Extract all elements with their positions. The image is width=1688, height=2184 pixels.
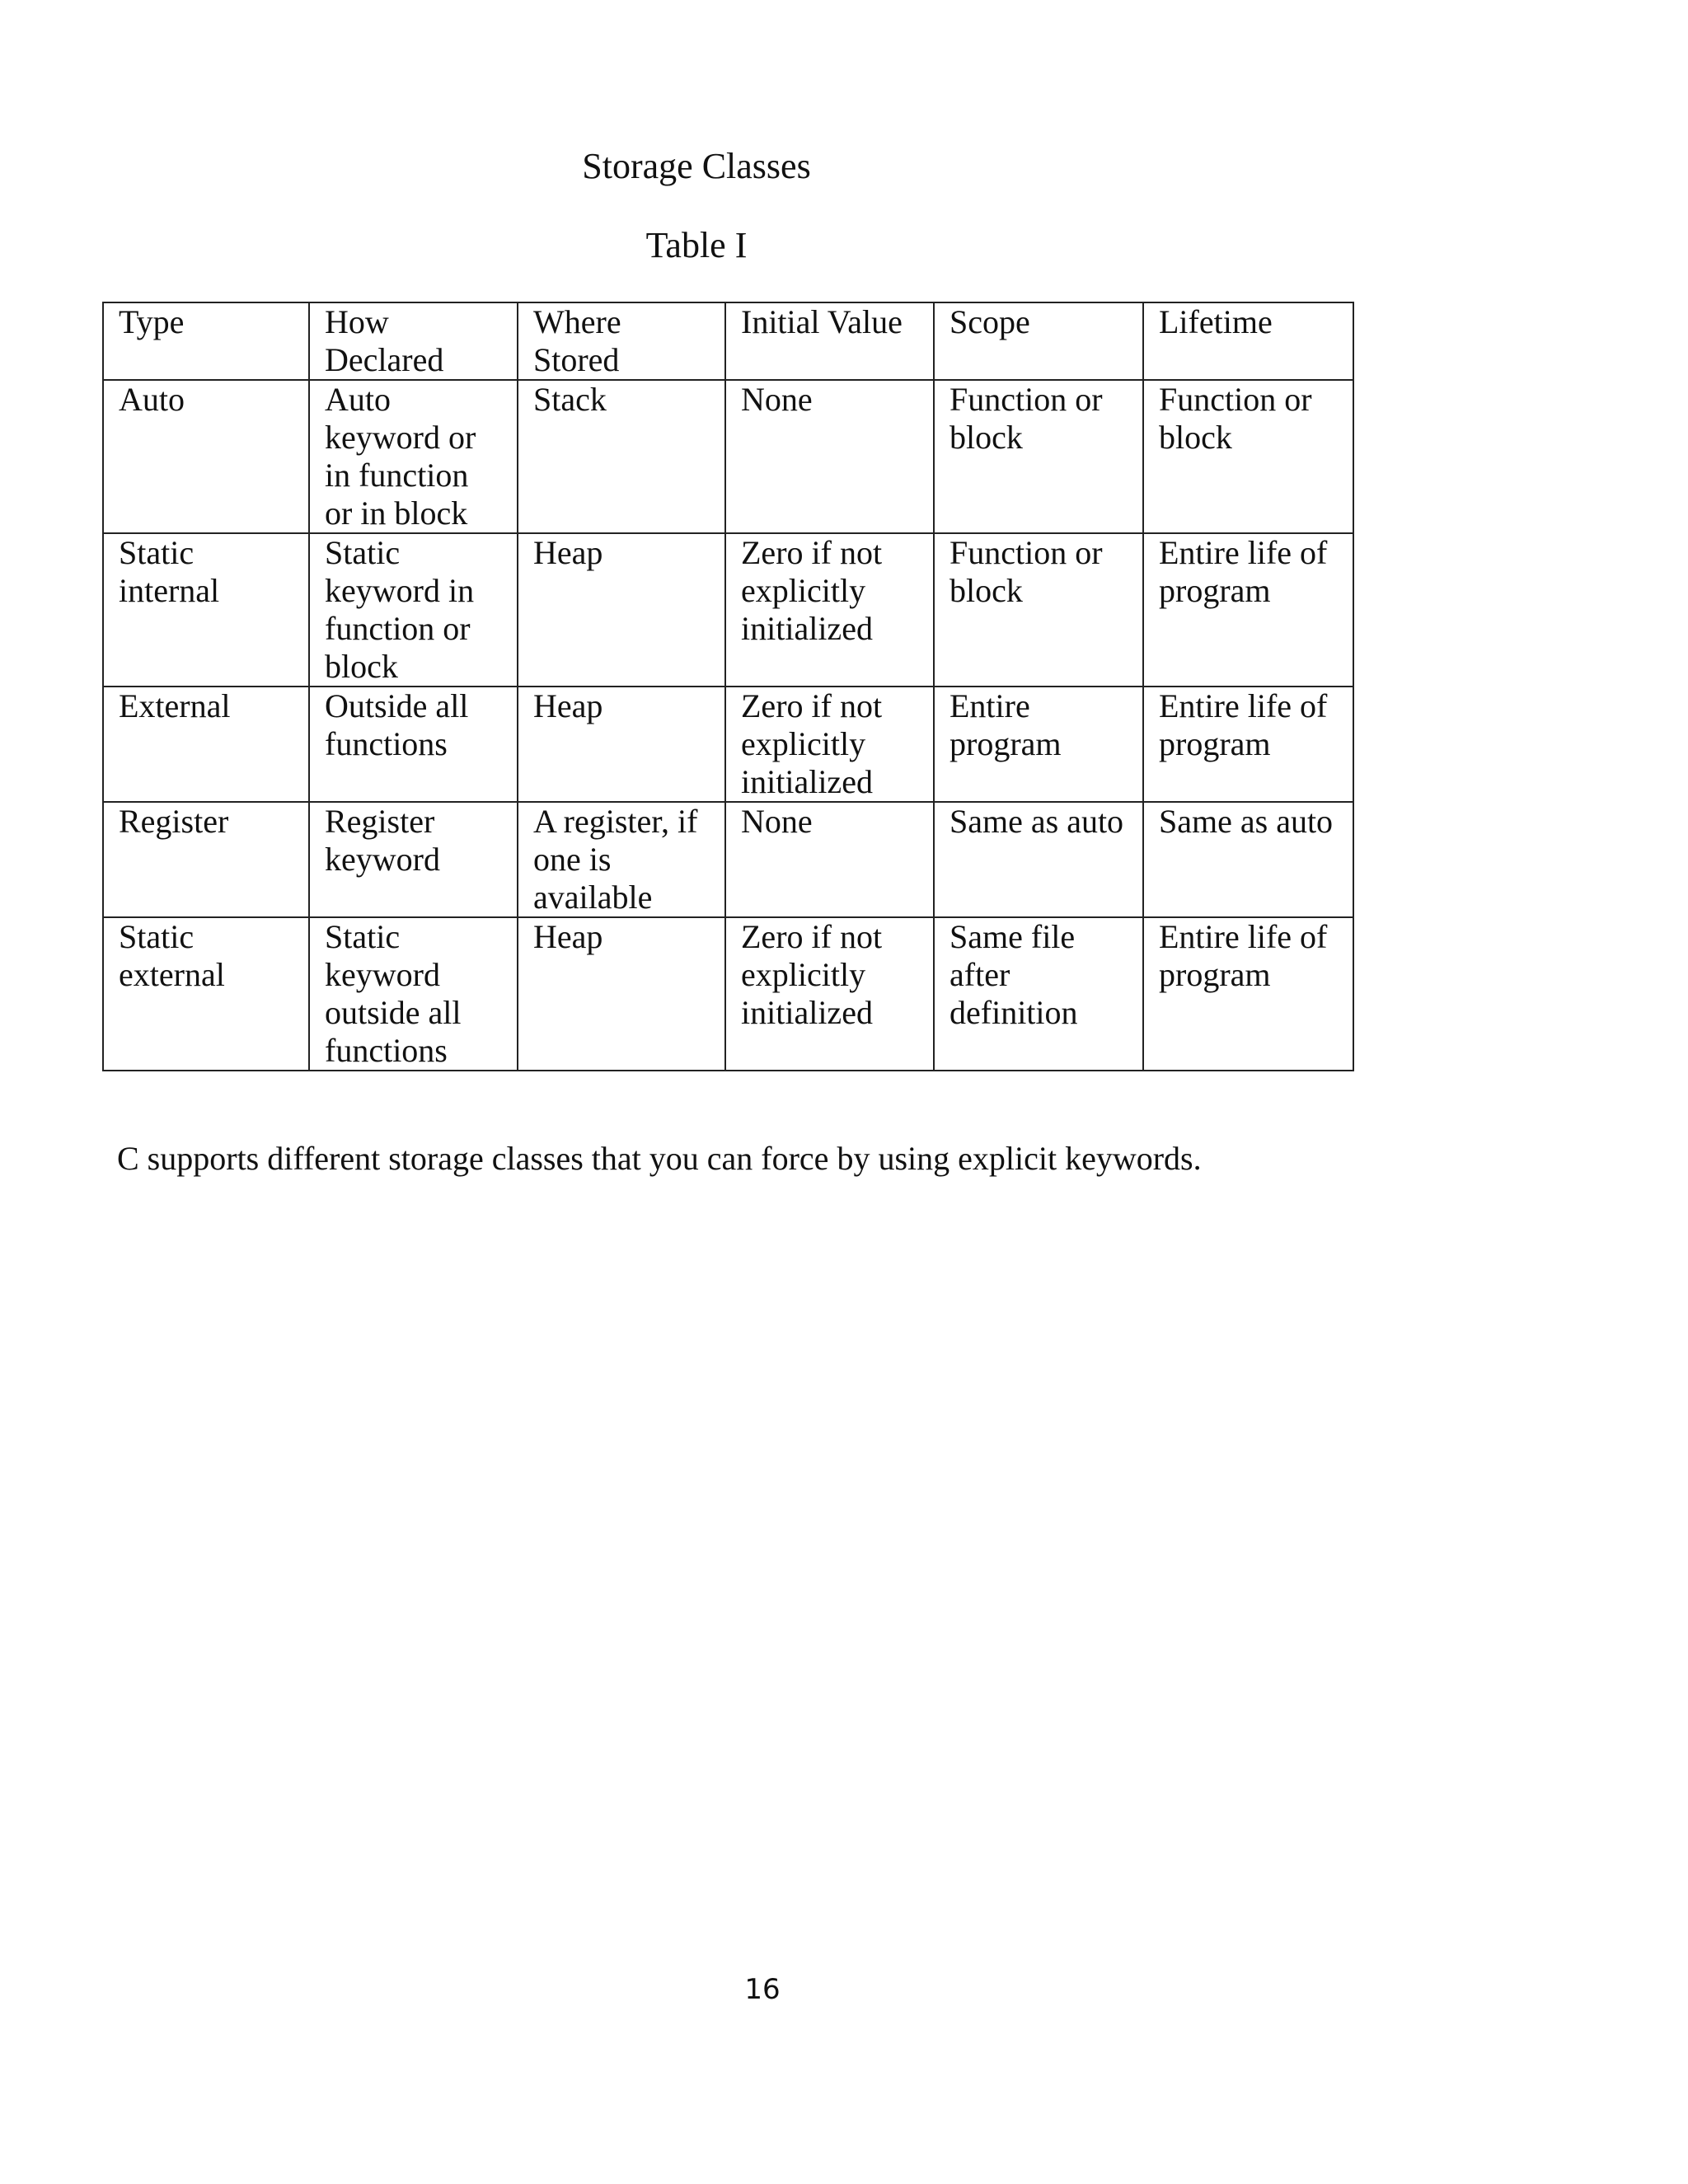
body-paragraph: C supports different storage classes that you can force by using explicit keywords.	[117, 1140, 1202, 1177]
table-cell: Heap	[518, 533, 725, 687]
table-cell: Auto	[103, 380, 309, 533]
table-cell: Register	[103, 802, 309, 917]
table-row	[103, 533, 1353, 687]
table-cell: Register keyword	[309, 802, 518, 917]
table-cell: Function or block	[934, 533, 1143, 687]
table-cell: Static keyword outside all functions	[309, 917, 518, 1071]
table-cell: A register, if one is available	[518, 802, 725, 917]
table-row	[103, 380, 1353, 533]
table-row	[103, 802, 1353, 917]
table-cell: Static internal	[103, 533, 309, 687]
table-header-row	[103, 302, 1353, 380]
header-cell: Lifetime	[1143, 302, 1353, 380]
table-cell: Heap	[518, 687, 725, 802]
table-cell: Zero if not explicitly initialized	[725, 687, 934, 802]
page-title: Storage Classes	[582, 146, 811, 186]
table-cell: Zero if not explicitly initialized	[725, 917, 934, 1071]
table-cell: External	[103, 687, 309, 802]
table-cell: Entire life of program	[1143, 687, 1353, 802]
header-cell: Where Stored	[518, 302, 725, 380]
table-cell: Function or block	[934, 380, 1143, 533]
page-number: 16	[744, 1973, 781, 2006]
table-row	[103, 687, 1353, 802]
header-cell: Initial Value	[725, 302, 934, 380]
table-cell: Same file after definition	[934, 917, 1143, 1071]
table-cell: Auto keyword or in function or in block	[309, 380, 518, 533]
table-cell: Zero if not explicitly initialized	[725, 533, 934, 687]
header-cell: How Declared	[309, 302, 518, 380]
table-cell: Same as auto	[934, 802, 1143, 917]
table-cell: Static keyword in function or block	[309, 533, 518, 687]
table-cell: Entire life of program	[1143, 917, 1353, 1071]
table-cell: Stack	[518, 380, 725, 533]
table-cell: None	[725, 380, 934, 533]
header-cell: Type	[103, 302, 309, 380]
header-cell: Scope	[934, 302, 1143, 380]
table-cell: Function or block	[1143, 380, 1353, 533]
table-cell: None	[725, 802, 934, 917]
table-cell: Entire program	[934, 687, 1143, 802]
table-cell: Heap	[518, 917, 725, 1071]
table-row	[103, 917, 1353, 1071]
table-cell: Same as auto	[1143, 802, 1353, 917]
storage-classes-table	[102, 302, 1354, 1071]
table-cell: Entire life of program	[1143, 533, 1353, 687]
table-cell: Static external	[103, 917, 309, 1071]
table-cell: Outside all functions	[309, 687, 518, 802]
table-caption: Table I	[645, 225, 748, 265]
